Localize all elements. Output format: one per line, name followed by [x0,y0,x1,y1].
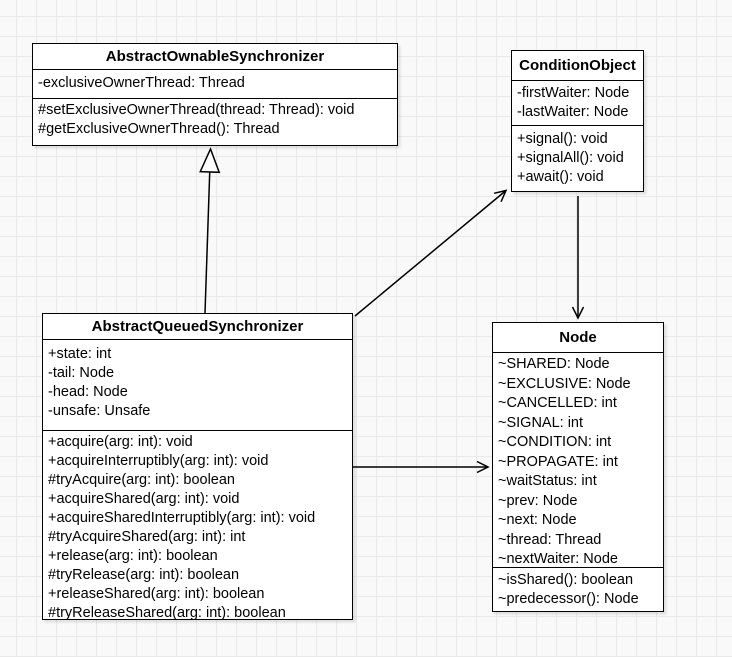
member-line: +signal(): void [517,131,608,147]
member-line: #tryAcquireShared(arg: int): int [48,529,246,545]
member-line: +releaseShared(arg: int): boolean [48,586,265,602]
class-attributes [33,70,397,99]
member-line: ~EXCLUSIVE: Node [498,375,631,392]
member-line: +state: int [48,346,112,362]
member-line: ~PROPAGATE: int [498,453,618,470]
member-line: ~SHARED: Node [498,356,610,372]
member-line: -head: Node [48,384,128,400]
class-title: ConditionObject [512,51,643,81]
member-line: +acquire(arg: int): void [48,434,193,450]
class-title: AbstractQueuedSynchronizer [43,314,352,340]
class-title: Node [493,323,663,353]
member-line: +release(arg: int): boolean [48,548,218,564]
member-line: ~predecessor(): Node [498,591,639,607]
member-line: +acquireShared(arg: int): void [48,491,240,507]
member-line: ~CANCELLED: int [498,395,617,411]
member-line: ~nextWaiter: Node [498,551,618,567]
class-condition-object[interactable] [511,50,644,192]
class-abstract-queued-synchronizer[interactable] [42,313,353,620]
member-line: -lastWaiter: Node [517,104,629,120]
member-line: +acquireInterruptibly(arg: int): void [48,453,269,469]
edge-generalization-aqs-to-ownable[interactable] [205,149,211,313]
class-methods [493,568,663,611]
member-line: +await(): void [517,169,604,185]
member-line: #tryRelease(arg: int): boolean [48,567,240,583]
member-line: -tail: Node [48,365,115,381]
class-abstract-ownable-synchronizer[interactable] [32,43,398,146]
class-attributes [43,340,352,431]
member-line: ~isShared(): boolean [498,572,634,588]
member-line: #setExclusiveOwnerThread(thread: Thread): void [38,102,355,118]
class-attributes [493,353,663,568]
class-methods [33,99,397,145]
class-methods [43,431,352,619]
member-line: #tryReleaseShared(arg: int): boolean [48,605,286,619]
class-attributes [512,81,643,126]
edge-association-aqs-to-conditionobject[interactable] [355,191,506,317]
member-line: ~SIGNAL: int [498,414,584,431]
member-line: ~next: Node [498,512,577,528]
member-line: -unsafe: Unsafe [48,403,151,419]
class-methods [512,126,643,191]
member-line: +acquireSharedInterruptibly(arg: int): void [48,510,316,526]
member-line: ~CONDITION: int [498,434,612,450]
class-title: AbstractOwnableSynchronizer [33,44,397,70]
member-line: #tryAcquire(arg: int): boolean [48,472,235,488]
class-node[interactable] [492,322,664,612]
member-line: ~waitStatus: int [498,473,597,489]
member-line: #getExclusiveOwnerThread(): Thread [38,121,280,137]
member-line: ~prev: Node [498,492,578,509]
member-line: -exclusiveOwnerThread: Thread [38,75,245,91]
member-line: -firstWaiter: Node [517,85,630,101]
member-line: ~thread: Thread [498,531,602,548]
member-line: +signalAll(): void [517,150,624,166]
